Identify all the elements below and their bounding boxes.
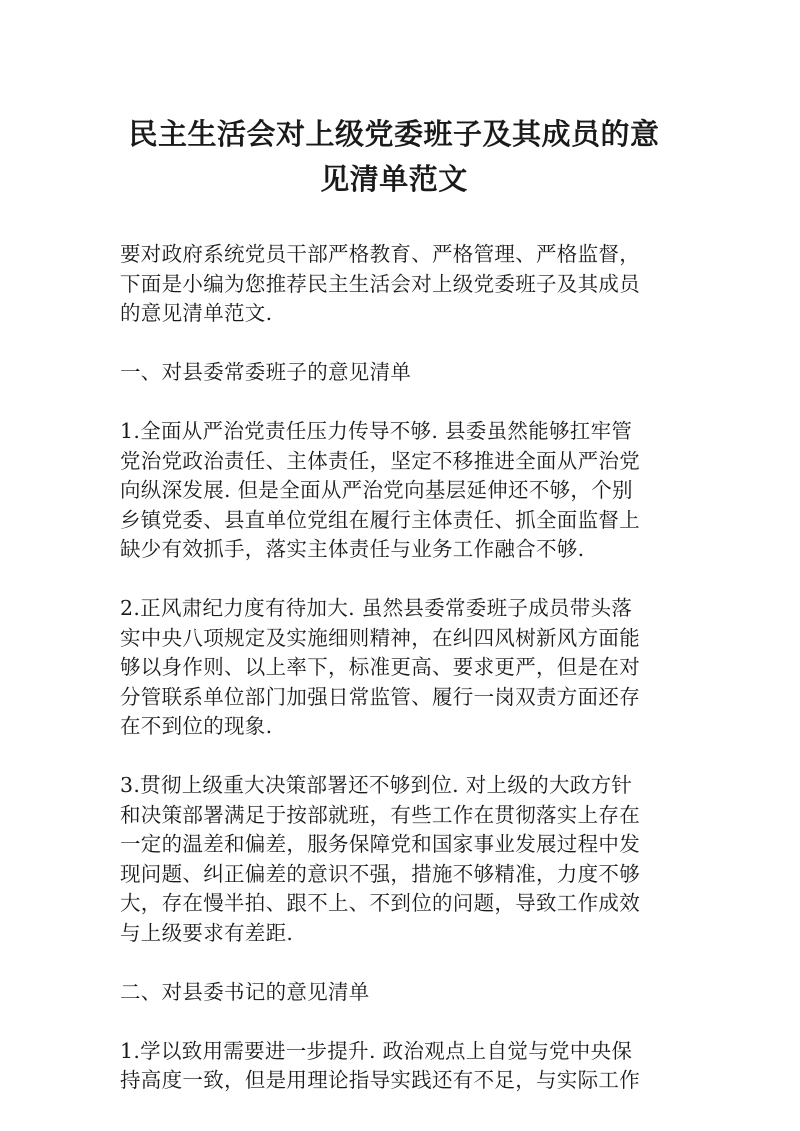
text-line: 下面是小编为您推荐民主生活会对上级党委班子及其成员 [120,271,640,296]
text-line: 1.全面从严治党责任压力传导不够. 县委虽然能够扛牢管 [120,419,633,443]
section-heading-2: 二、对县委书记的意见清单 [120,979,370,1004]
intro-paragraph [120,240,668,329]
text-line: 与上级要求有差距. [120,920,294,945]
text-line: 现问题、纠正偏差的意识不强，措施不够精准，力度不够 [120,861,640,886]
paragraph-1-1 [120,417,668,565]
text-line: 大，存在慢半拍、跟不上、不到位的问题，导致工作成效 [120,891,640,915]
paragraph-2-1 [120,1037,668,1096]
text-line: 够以身作则、以上率下，标准更高、要求更严，但是在对 [120,655,640,679]
text-line: 1.学以致用需要进一步提升. 政治观点上自觉与党中央保 [120,1038,633,1063]
paragraph-1-3 [120,771,668,948]
document-page [120,112,668,1125]
text-line: 持高度一致，但是用理论指导实践还有不足，与实际工作 [120,1068,640,1092]
text-line: 乡镇党委、县直单位党组在履行主体责任、抓全面监督上 [120,507,640,532]
text-line: 向纵深发展. 但是全面从严治党向基层延伸还不够，个别 [120,478,633,502]
paragraph-1-2 [120,594,668,742]
text-line: 一定的温差和偏差，服务保障党和国家事业发展过程中发 [120,832,640,856]
text-line: 和决策部署满足于按部就班，有些工作在贯彻落实上存在 [120,802,640,827]
text-line: 实中央八项规定及实施细则精神，在纠四风树新风方面能 [120,625,640,650]
text-line: 在不到位的现象. [120,714,273,738]
text-line: 分管联系单位部门加强日常监管、履行一岗双责方面还存 [120,684,640,709]
text-line: 要对政府系统党员干部严格教育、严格管理、严格监督， [120,242,640,266]
text-line: 的意见清单范文. [120,301,273,325]
title-line: 见清单范文 [320,162,468,196]
text-line: 3.贯彻上级重大决策部署还不够到位. 对上级的大政方针 [120,773,633,797]
title-line: 民主生活会对上级党委班子及其成员的意 [128,117,660,151]
text-line: 党治党政治责任、主体责任，坚定不移推进全面从严治党 [120,448,640,473]
section-heading-1: 一、对县委常委班子的意见清单 [120,360,412,384]
text-line: 缺少有效抓手，落实主体责任与业务工作融合不够. [120,537,585,561]
document-title [120,112,668,202]
text-line: 2.正风肃纪力度有待加大. 虽然县委常委班子成员带头落 [120,596,633,620]
